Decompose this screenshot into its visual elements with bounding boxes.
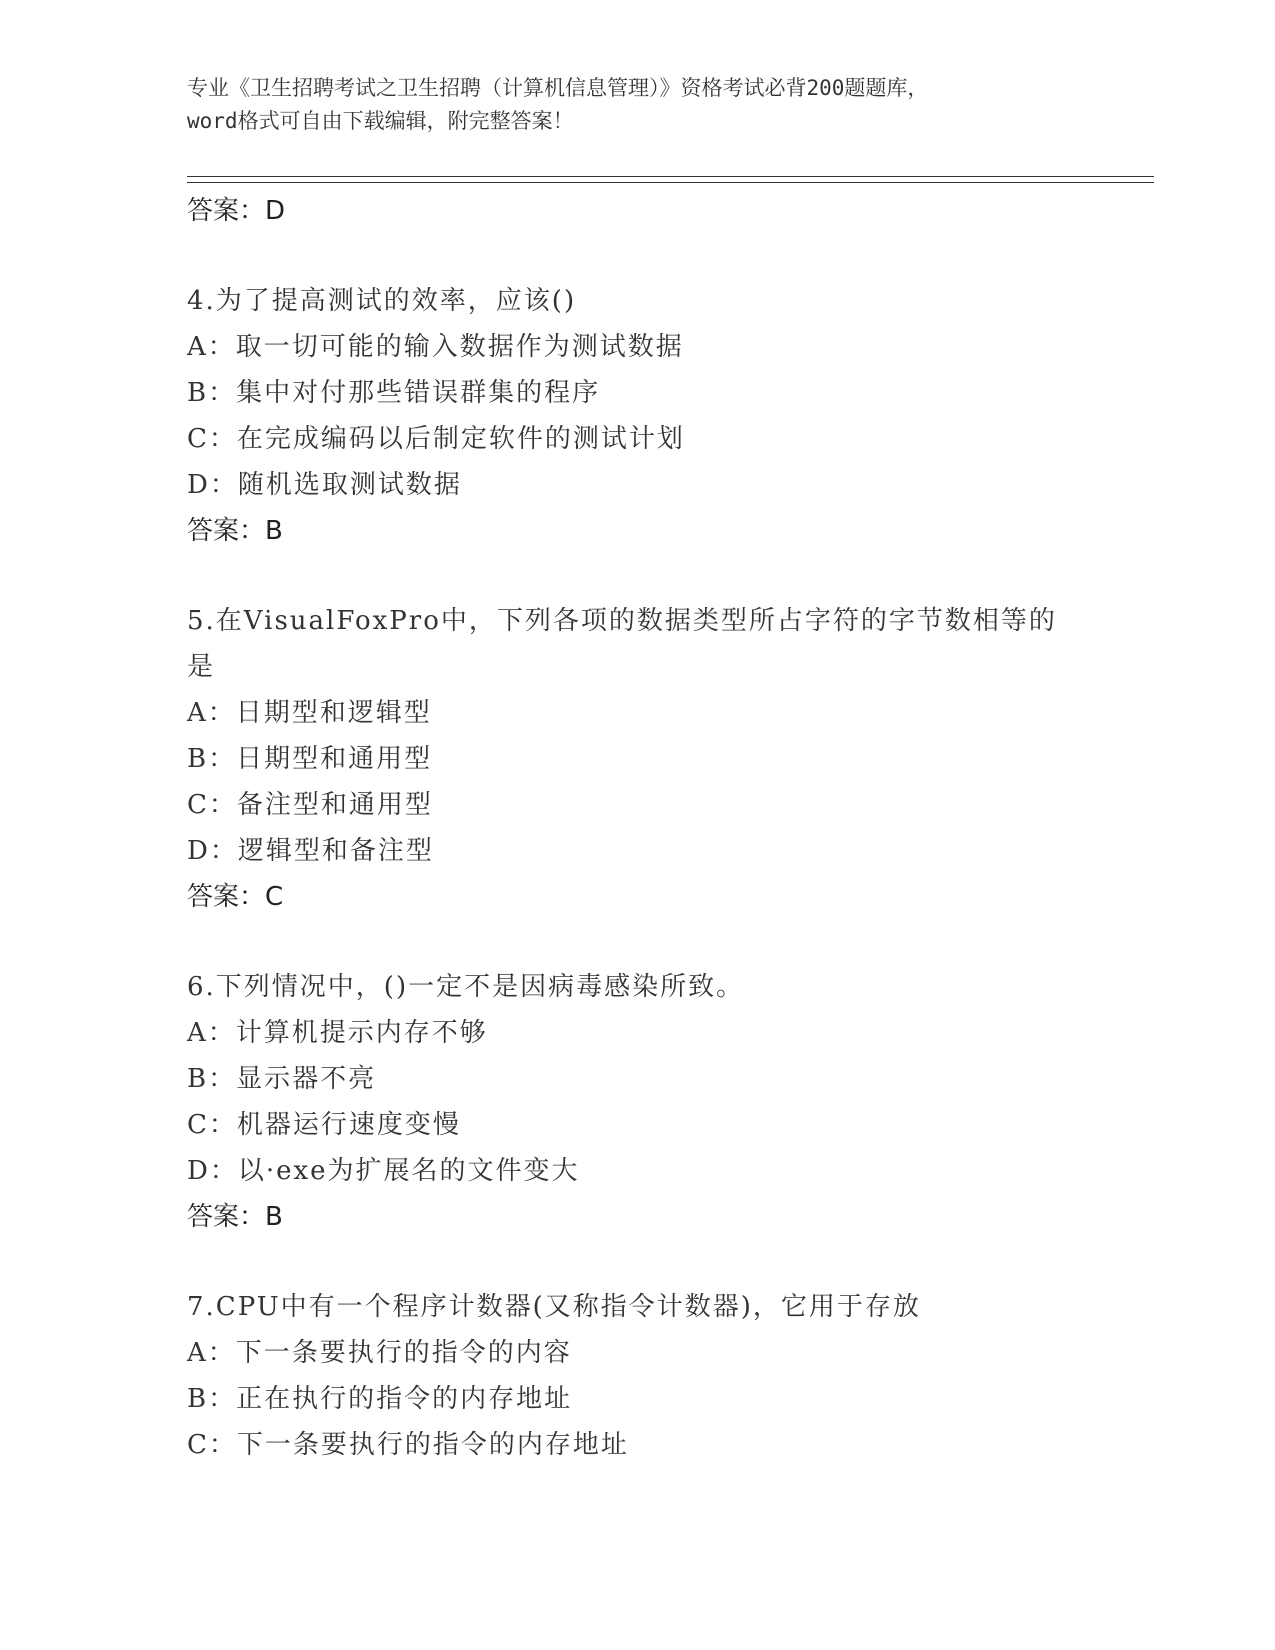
header-divider-bottom — [187, 182, 1154, 183]
question-stem-line: 是 — [187, 652, 216, 682]
answer-option: D：逻辑型和备注型 — [187, 836, 434, 866]
document-header — [187, 72, 1087, 138]
question-block — [187, 278, 1087, 554]
question-list — [187, 188, 1087, 1468]
header-line-2: word格式可自由下载编辑，附完整答案！ — [187, 109, 574, 133]
question-stem — [187, 1284, 1087, 1330]
answer-option: B：日期型和通用型 — [187, 744, 433, 774]
question-spacer — [187, 554, 1087, 598]
question-stem-line: 6.下列情况中，()一定不是因病毒感染所致。 — [187, 972, 745, 1002]
question-stem-line: 7.CPU中有一个程序计数器(又称指令计数器)，它用于存放 — [187, 1292, 921, 1322]
answer-option: C：下一条要执行的指令的内存地址 — [187, 1430, 629, 1460]
answer-option: B：集中对付那些错误群集的程序 — [187, 378, 601, 408]
question-stem-line: 4.为了提高测试的效率，应该() — [187, 286, 577, 316]
question-stem — [187, 964, 1087, 1010]
answer-option: D：随机选取测试数据 — [187, 470, 462, 500]
answer-label: 答案：C — [187, 882, 284, 912]
header-line-1: 专业《卫生招聘考试之卫生招聘（计算机信息管理）》资格考试必背200题题库， — [187, 76, 929, 100]
answer-label: 答案：B — [187, 516, 283, 546]
question-spacer — [187, 1240, 1087, 1284]
answer-option: A：下一条要执行的指令的内容 — [187, 1338, 572, 1368]
answer-label: 答案：D — [187, 196, 286, 226]
answer-option: A：取一切可能的输入数据作为测试数据 — [187, 332, 684, 362]
question-spacer — [187, 234, 1087, 278]
question-block — [187, 1284, 1087, 1468]
question-block — [187, 598, 1087, 920]
question-stem-line: 5.在VisualFoxPro中，下列各项的数据类型所占字符的字节数相等的 — [187, 606, 1057, 636]
question-block — [187, 964, 1087, 1240]
answer-option: B：正在执行的指令的内存地址 — [187, 1384, 573, 1414]
answer-option: B：显示器不亮 — [187, 1064, 377, 1094]
answer-option: A：日期型和逻辑型 — [187, 698, 432, 728]
answer-option: C：备注型和通用型 — [187, 790, 433, 820]
question-stem — [187, 598, 1087, 690]
header-divider-top — [187, 176, 1154, 177]
answer-option: C：机器运行速度变慢 — [187, 1110, 461, 1140]
answer-option: D：以·exe为扩展名的文件变大 — [187, 1156, 580, 1186]
answer-option: A：计算机提示内存不够 — [187, 1018, 488, 1048]
question-stem — [187, 278, 1087, 324]
answer-option: C：在完成编码以后制定软件的测试计划 — [187, 424, 685, 454]
question-spacer — [187, 920, 1087, 964]
answer-label: 答案：B — [187, 1202, 283, 1232]
